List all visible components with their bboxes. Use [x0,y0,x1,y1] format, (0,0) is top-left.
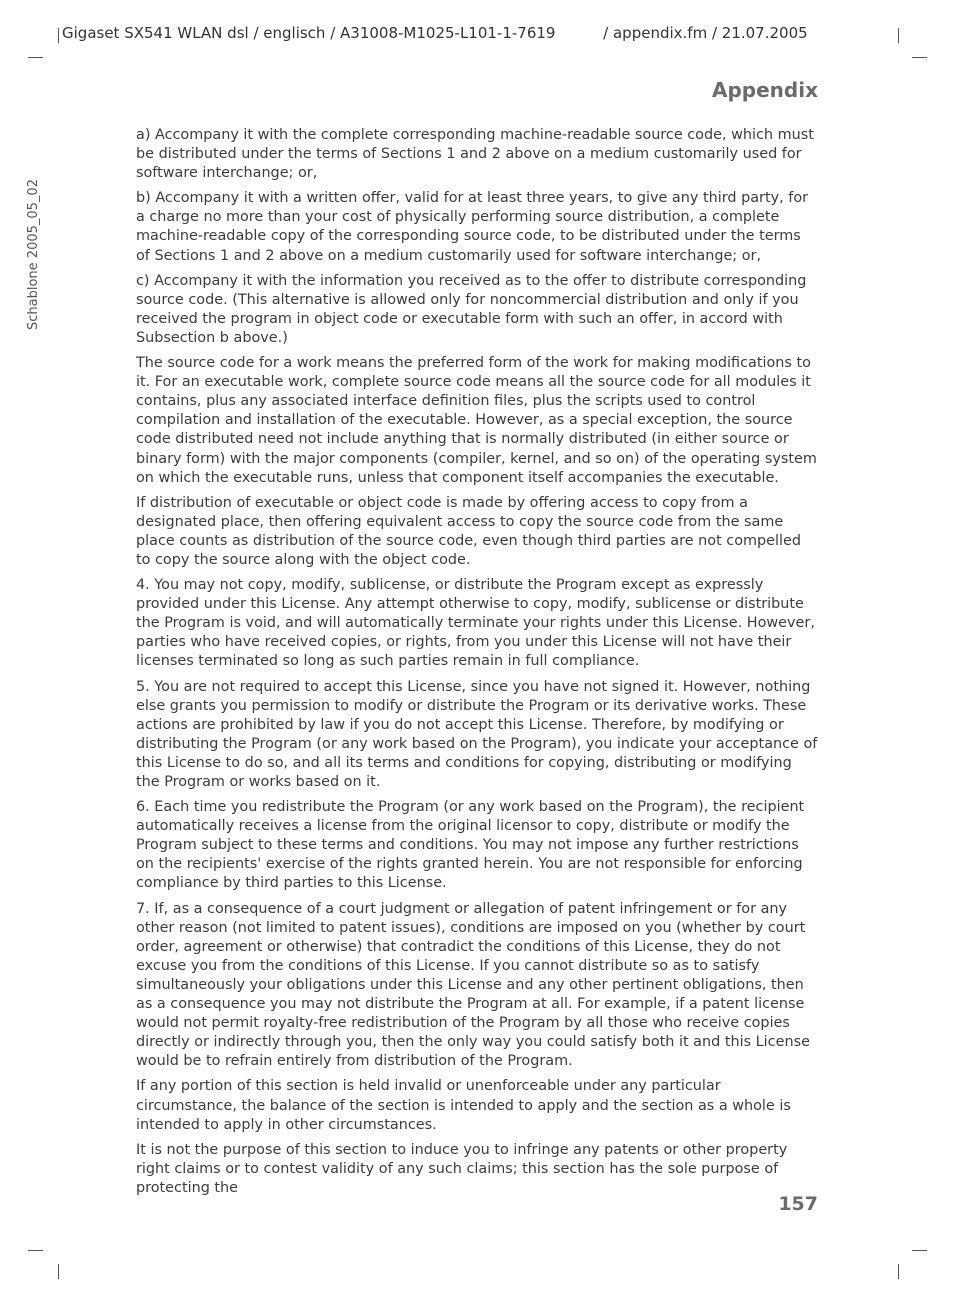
body-text [136,126,818,1204]
crop-mark-bottom-right-horizontal [912,1250,927,1251]
crop-mark-bottom-left-horizontal [28,1250,43,1251]
paragraph: 4. You may not copy, modify, sublicense, or distribute the Program except as expressly provided under this License. Any attempt otherwise to copy, modify, sublicense or distribute the Program is void, and will automatically terminate your rights under this License. However, parties who have received copies, or rights, from you under this License will not have their licenses terminated so long as such parties remain in full compliance. [136,577,815,670]
crop-mark-top-left-horizontal [28,57,43,58]
paragraph: It is not the purpose of this section to induce you to infringe any patents or other property right claims or to contest validity of any such claims; this section has the sole purpose of protecting the [136,1141,788,1196]
paragraph: b) Accompany it with a written offer, valid for at least three years, to give any third party, for a charge no more than your cost of physically performing source distribution, a complete machine-readable copy of the corresponding source code, to be distributed under the terms of Sections 1 and 2 above on a medium customarily used for software interchange; or, [136,190,809,264]
header-file-info: / appendix.fm / 21.07.2005 [603,24,808,42]
paragraph: 6. Each time you redistribute the Program (or any work based on the Program), the recipient automatically receives a license from the original licensor to copy, distribute or modify the Program subject to these terms and conditions. You may not impose any further restrictions on the recipients' exercise of the rights granted herein. You are not responsible for enforcing compliance by third parties to this License. [136,799,805,892]
paragraph: 7. If, as a consequence of a court judgment or allegation of patent infringement or for any other reason (not limited to patent issues), conditions are imposed on you (whether by court order, agreement or otherwise) that contradict the conditions of this License, they do not excuse you from the conditions of this License. If you cannot distribute so as to satisfy simultaneously your obligations under this License and any other pertinent obligations, then as a consequence you may not distribute the Program at all. For example, if a patent license would not permit royalty-free redistribution of the Program by all those who receive copies directly or indirectly through you, then the only way you could satisfy both it and this License would be to refrain entirely from distribution of the Program. [136,900,810,1070]
paragraph: c) Accompany it with the information you received as to the offer to distribute corresponding source code. (This alternative is allowed only for noncommercial distribution and only if you received the program in object code or executable form with such an offer, in accord with Subsection b above.) [136,272,807,346]
crop-mark-bottom-left-vertical [58,1264,59,1279]
paragraph: The source code for a work means the preferred form of the work for making modifications to it. For an executable work, complete source code means all the source code for all modules it contains, plus any associated interface definition files, plus the scripts used to control compilation and installation of the executable. However, as a special exception, the source code distributed need not include anything that is normally distributed (in either source or binary form) with the major components (compiler, kernel, and so on) of the operating system on which the executable runs, unless that component itself accompanies the executable. [136,355,817,486]
crop-mark-top-left-vertical [58,28,59,43]
crop-mark-top-right-horizontal [912,57,927,58]
paragraph: If any portion of this section is held invalid or unenforceable under any particular circumstance, the balance of the section is intended to apply and the section as a whole is intended to apply in other circumstances. [136,1078,791,1133]
page-number: 157 [778,1193,818,1215]
paragraph: If distribution of executable or object code is made by offering access to copy from a designated place, then offering equivalent access to copy the source code from the same place counts as distribution of the source code, even though third parties are not compelled to copy the source along with the object code. [136,494,801,568]
section-title: Appendix [712,78,818,102]
template-side-label: Schablone 2005_05_02 [26,179,41,330]
paragraph: 5. You are not required to accept this License, since you have not signed it. However, nothing else grants you permission to modify or distribute the Program or its derivative works. These actions are prohibited by law if you do not accept this License. Therefore, by modifying or distributing the Program (or any work based on the Program), you indicate your acceptance of this License to do so, and all its terms and conditions for copying, distributing or modifying the Program or works based on it. [136,678,818,790]
crop-mark-top-right-vertical [898,28,899,43]
page-header [62,24,808,42]
crop-mark-bottom-right-vertical [898,1264,899,1279]
paragraph: a) Accompany it with the complete corresponding machine-readable source code, which must be distributed under the terms of Sections 1 and 2 above on a medium customarily used for software interchange; or, [136,127,814,182]
header-doc-info: Gigaset SX541 WLAN dsl / englisch / A31008-M1025-L101-1-7619 [62,24,556,42]
